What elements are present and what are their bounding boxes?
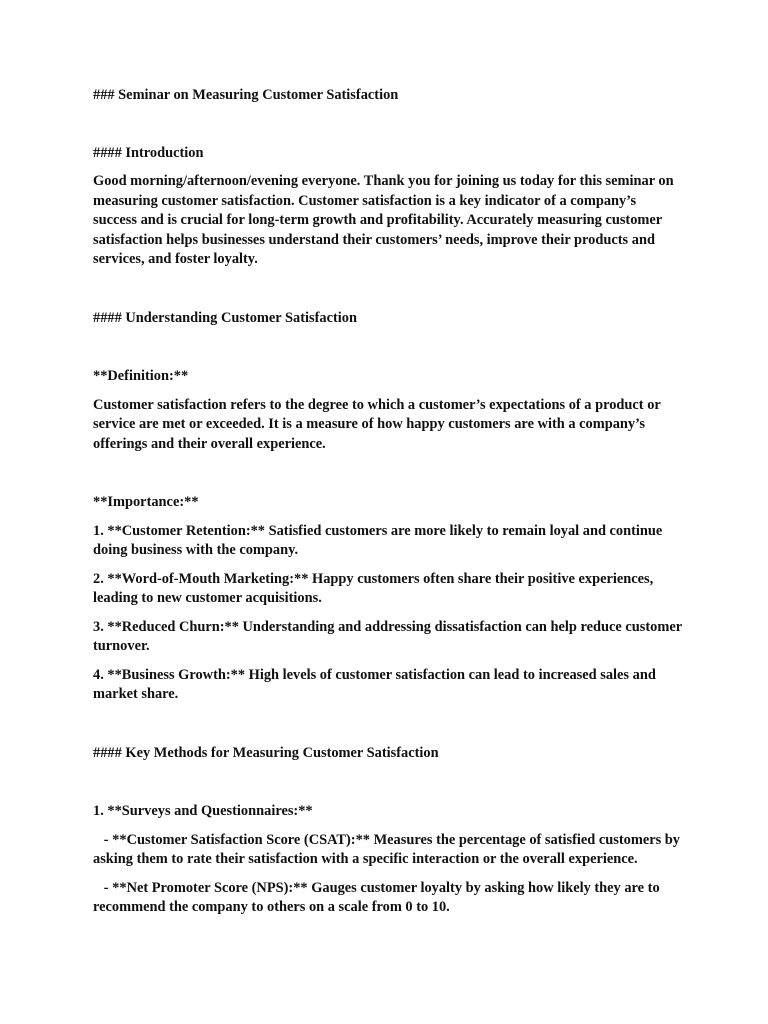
document-title: ### Seminar on Measuring Customer Satisfaction [93, 87, 399, 103]
methods-heading: #### Key Methods for Measuring Customer Satisfaction [93, 744, 439, 761]
introduction-heading: #### Introduction [93, 144, 204, 161]
importance-item: 4. **Business Growth:** High levels of customer satisfaction can lead to increased sales and market share. [93, 666, 656, 702]
importance-item: 3. **Reduced Churn:** Understanding and addressing dissatisfaction can help reduce customer turnover. [93, 618, 682, 654]
definition-label: **Definition:** [93, 368, 189, 384]
importance-item: 2. **Word-of-Mouth Marketing:** Happy customers often share their positive experiences, leading to new customer acquisitions. [93, 570, 654, 606]
methods-subitem: - **Customer Satisfaction Score (CSAT):** Measures the percentage of satisfied customers by asking them to rate their satisfaction with a specific interaction or the overall experience. [93, 831, 684, 867]
introduction-body: Good morning/afternoon/evening everyone. Thank you for joining us today for this seminar on measuring customer satisfaction. Customer satisfaction is a key indicator of a company’s success and is crucial for long-term growth and profitability. Accurately measuring customer satisfaction helps businesses understand their customers’ needs, improve their products and services, and foster loyalty. [93, 173, 674, 267]
definition-body: Customer satisfaction refers to the degree to which a customer’s expectations of a product or service are met or exceeded. It is a measure of how happy customers are with a company’s offerings and their overall experience. [93, 396, 661, 452]
document-page [93, 86, 683, 927]
understanding-heading: #### Understanding Customer Satisfaction [93, 309, 357, 326]
importance-label: **Importance:** [93, 494, 199, 510]
methods-item-label: 1. **Surveys and Questionnaires:** [93, 803, 313, 819]
methods-subitem: - **Net Promoter Score (NPS):** Gauges customer loyalty by asking how likely they are to recommend the company to others on a scale from 0 to 10. [93, 879, 664, 915]
importance-item: 1. **Customer Retention:** Satisfied customers are more likely to remain loyal and continue doing business with the company. [93, 522, 663, 558]
